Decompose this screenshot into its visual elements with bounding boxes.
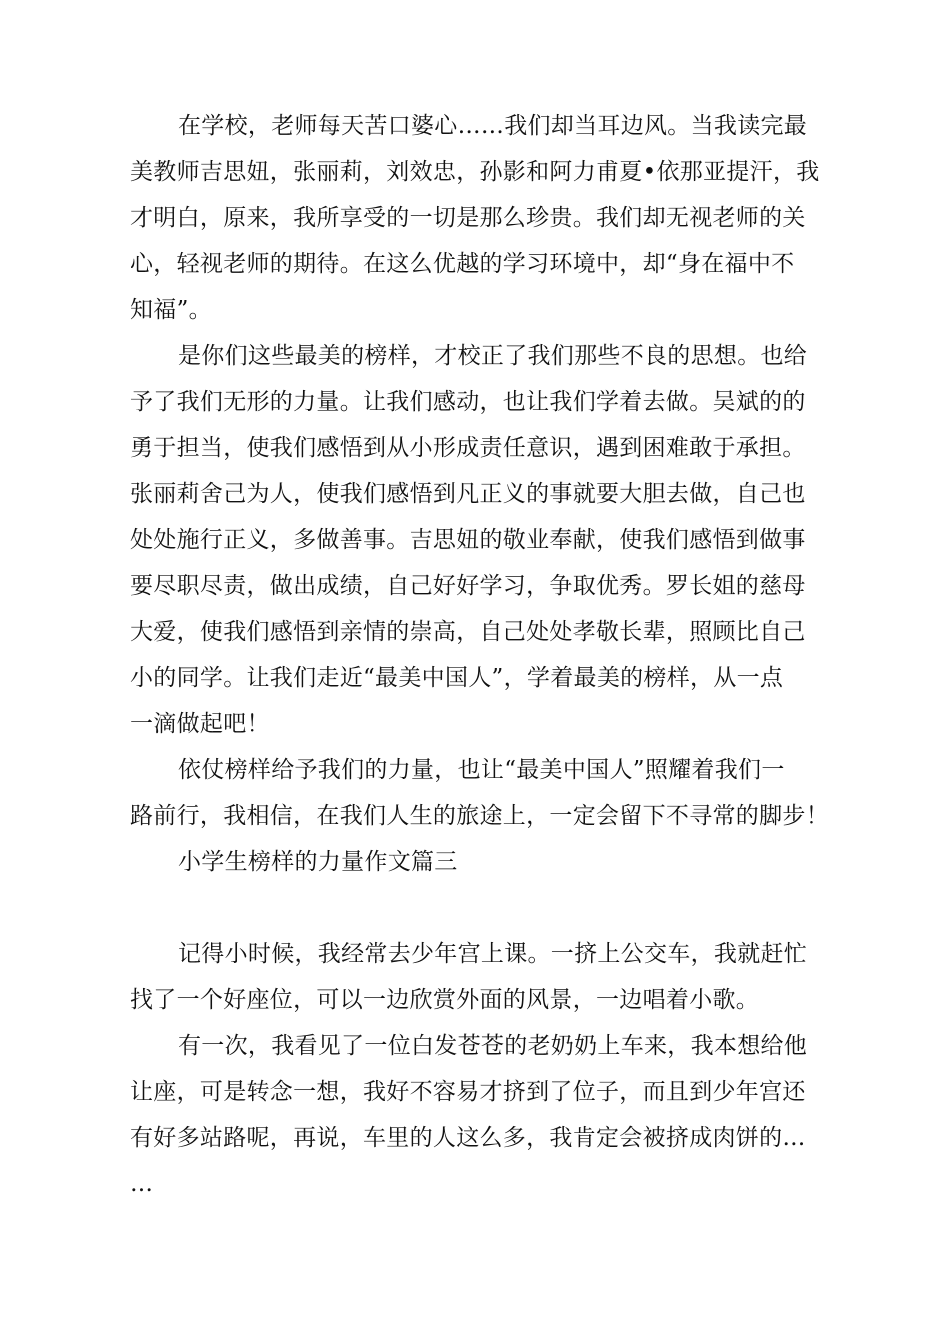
paragraph-6-line-4: … <box>130 1171 154 1197</box>
paragraph-3-line-1: 依仗榜样给予我们的力量，也让“最美中国人”照耀着我们一 <box>178 757 785 783</box>
paragraph-5-line-2: 找了一个好座位，可以一边欣赏外面的风景，一边唱着小歌。 <box>130 987 760 1013</box>
paragraph-6-line-3: 有好多站路呢，再说，车里的人这么多，我肯定会被挤成肉饼的… <box>130 1125 806 1151</box>
paragraph-2-line-7: 大爱，使我们感悟到亲情的崇高，自己处处孝敬长辈，照顾比自己 <box>130 619 806 645</box>
paragraph-2-line-1: 是你们这些最美的榜样，才校正了我们那些不良的思想。也给 <box>178 343 808 369</box>
paragraph-2-line-8: 小的同学。让我们走近“最美中国人”，学着最美的榜样，从一点 <box>130 665 784 691</box>
paragraph-1-line-5: 知福”。 <box>130 297 212 323</box>
paragraph-2-line-9: 一滴做起吧！ <box>130 711 270 737</box>
paragraph-2-line-3: 勇于担当，使我们感悟到从小形成责任意识，遇到困难敢于承担。 <box>130 435 806 461</box>
paragraph-2-line-4: 张丽莉舍己为人，使我们感悟到凡正义的事就要大胆去做，自己也 <box>130 481 806 507</box>
paragraph-5-line-1: 记得小时候，我经常去少年宫上课。一挤上公交车，我就赶忙 <box>178 941 808 967</box>
paragraph-6-line-2: 让座，可是转念一想，我好不容易才挤到了位子，而且到少年宫还 <box>130 1079 806 1105</box>
section-heading: 小学生榜样的力量作文篇三 <box>178 849 458 875</box>
paragraph-2-line-2: 予了我们无形的力量。让我们感动，也让我们学着去做。吴斌的的 <box>130 389 806 415</box>
paragraph-6-line-1: 有一次，我看见了一位白发苍苍的老奶奶上车来，我本想给他 <box>178 1033 808 1059</box>
paragraph-1-line-3: 才明白，原来，我所享受的一切是那么珍贵。我们却无视老师的关 <box>130 205 806 231</box>
paragraph-1-line-4: 心，轻视老师的期待。在这么优越的学习环境中，却“身在福中不 <box>130 251 795 277</box>
paragraph-1-line-1: 在学校，老师每天苦口婆心……我们却当耳边风。当我读完最 <box>178 113 808 139</box>
paragraph-2-line-5: 处处施行正义，多做善事。吉思妞的敬业奉献，使我们感悟到做事 <box>130 527 806 553</box>
paragraph-2-line-6: 要尽职尽责，做出成绩，自己好好学习，争取优秀。罗长姐的慈母 <box>130 573 806 599</box>
paragraph-3-line-2: 路前行，我相信，在我们人生的旅途上，一定会留下不寻常的脚步！ <box>130 803 829 829</box>
paragraph-1-line-2: 美教师吉思妞，张丽莉，刘效忠，孙影和阿力甫夏•依那亚提汗，我 <box>130 159 820 185</box>
